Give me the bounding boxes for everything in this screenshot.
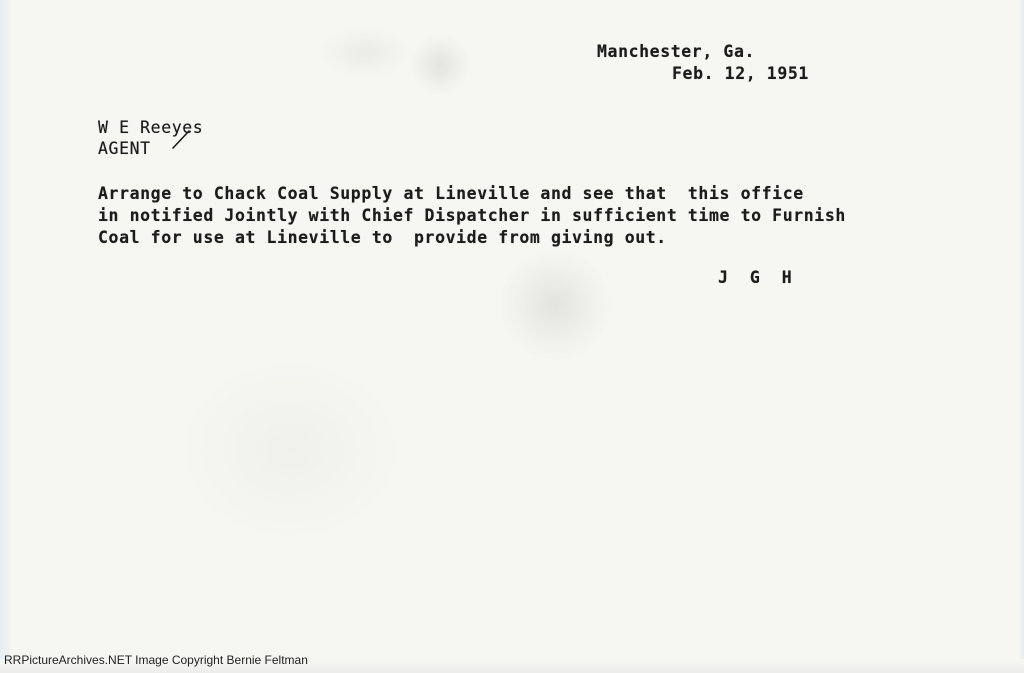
letter-date: Feb. 12, 1951 — [672, 64, 809, 83]
copyright-watermark: RRPictureArchives.NET Image Copyright Bernie Feltman — [4, 653, 308, 667]
paper-edge-right — [1018, 0, 1024, 673]
paper-edge-left — [0, 0, 12, 673]
check-mark-icon — [170, 128, 192, 150]
body-line: Arrange to Chack Coal Supply at Lineville and see that this office — [98, 184, 804, 203]
paper-stain — [320, 28, 410, 78]
letter-place: Manchester, Ga. — [597, 42, 756, 61]
body-line: Coal for use at Lineville to provide from giving out. — [98, 228, 667, 247]
paper-stain — [410, 35, 470, 95]
paper-stain — [180, 360, 400, 540]
sender-initials: J G H — [718, 268, 798, 287]
recipient-title: AGENT — [98, 139, 151, 158]
body-line: in notified Jointly with Chief Dispatcher in sufficient time to Furnish — [98, 206, 846, 225]
paper-stain — [500, 250, 610, 360]
recipient-name: W E Reeyes — [98, 118, 204, 137]
